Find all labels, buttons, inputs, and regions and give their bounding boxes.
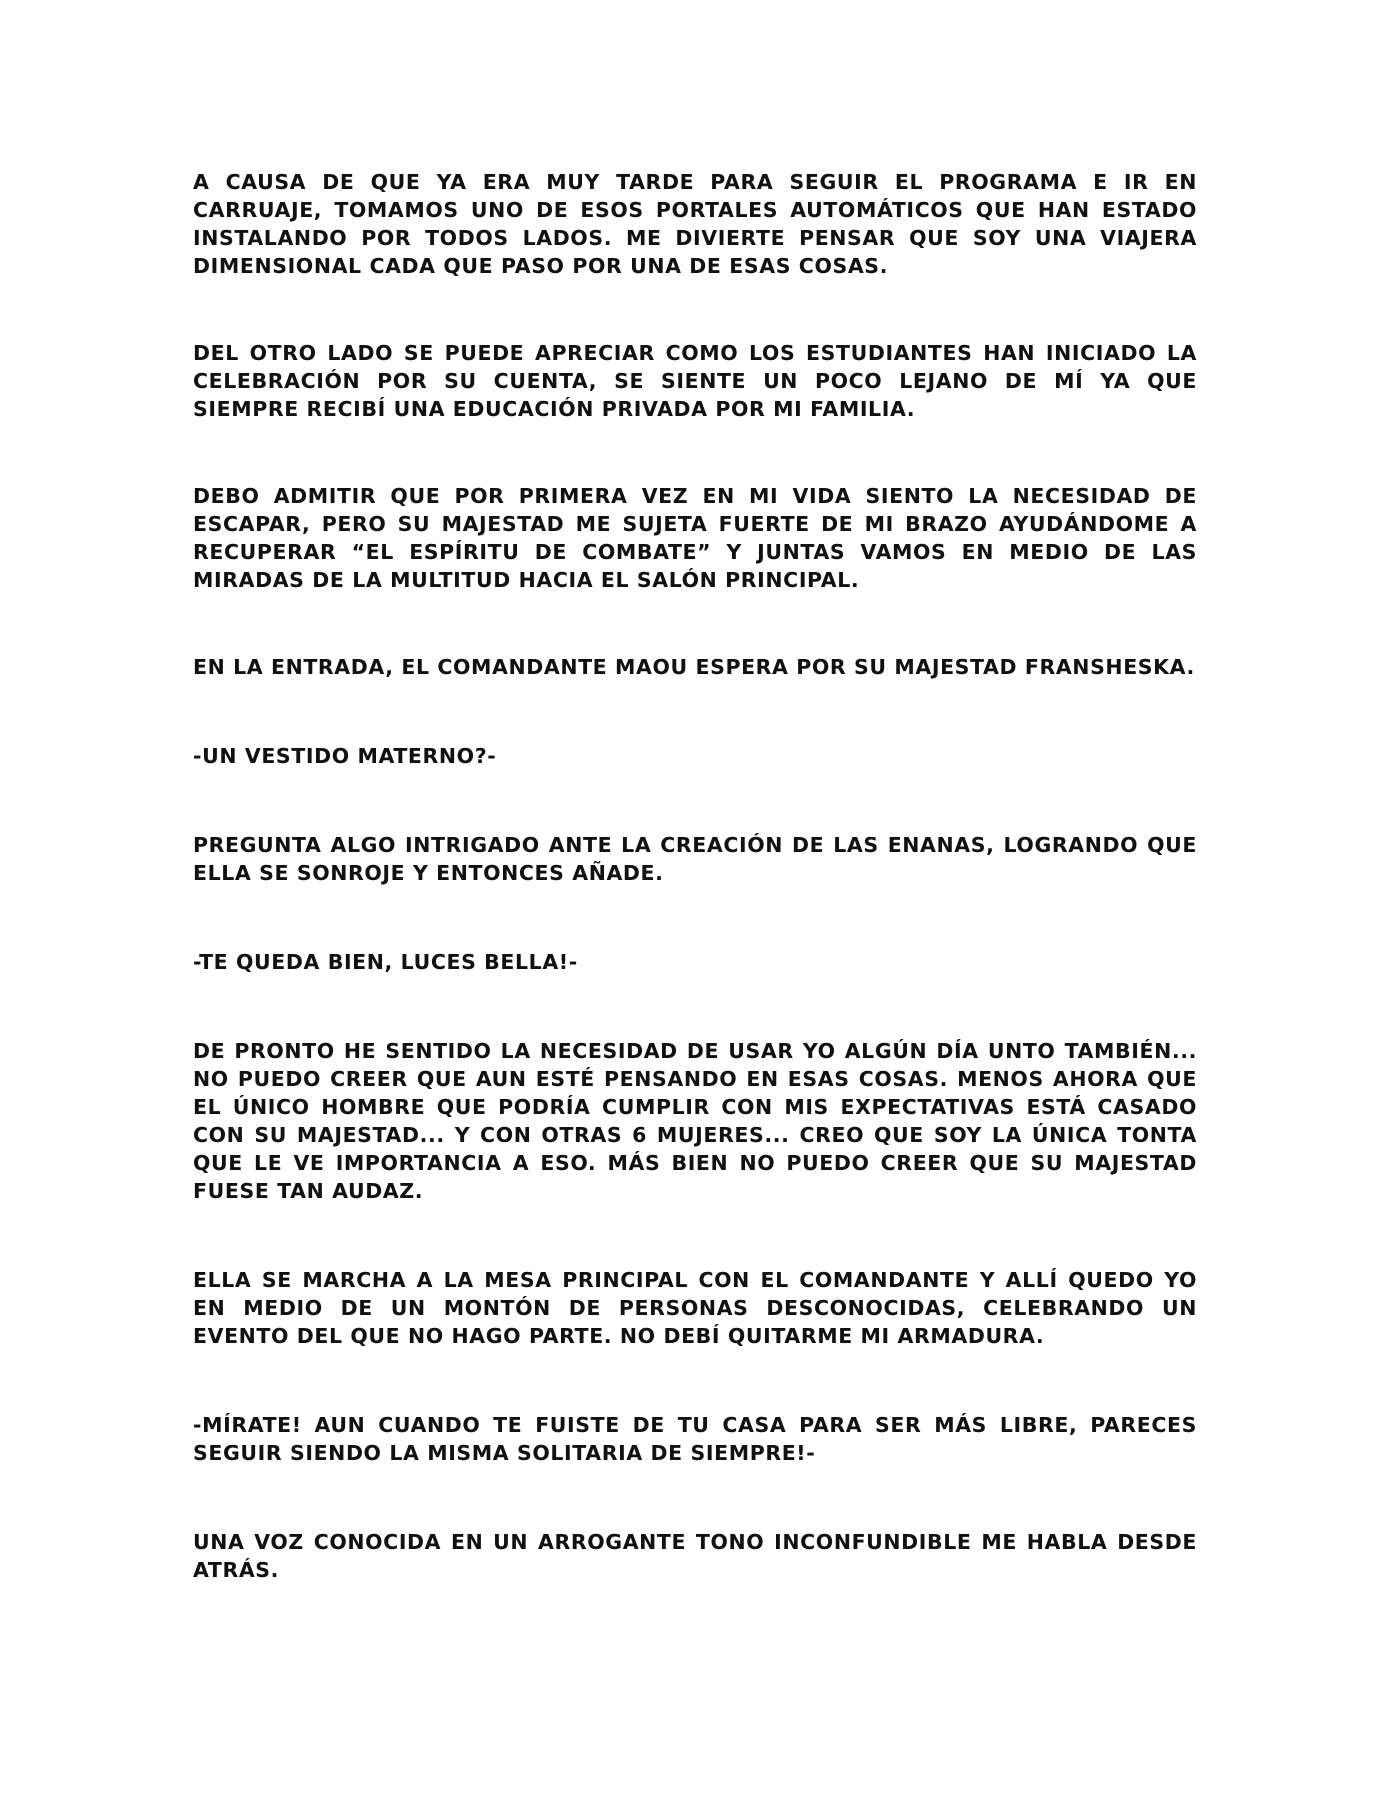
dialogue-maternal-dress: -UN VESTIDO MATERNO?- xyxy=(193,744,497,768)
paragraph-students-celebration: DEL OTRO LADO SE PUEDE APRECIAR COMO LOS ESTUDIANTES HAN INICIADO LA CELEBRACIÓN POR SU CUENTA, SE SIENTE UN POCO LEJANO DE MÍ YA QUE SIEMPRE RECIBÍ UNA EDUCACIÓN PRIVADA POR MI FAMILIA. xyxy=(193,341,1197,421)
paragraph-commander-waits: EN LA ENTRADA, EL COMANDANTE MAOU ESPERA POR SU MAJESTAD FRANSHESKA. xyxy=(193,655,1195,679)
dialogue-look-at-you: -MÍRATE! AUN CUANDO TE FUISTE DE TU CASA PARA SER MÁS LIBRE, PARECES SEGUIR SIENDO LA MISMA SOLITARIA DE SIEMPRE!- xyxy=(193,1413,1197,1465)
paragraph-inner-thoughts: DE PRONTO HE SENTIDO LA NECESIDAD DE USAR YO ALGÚN DÍA UNTO TAMBIÉN... NO PUEDO CREER QUE AUN ESTÉ PENSANDO EN ESAS COSAS. MENOS AHORA QUE EL ÚNICO HOMBRE QUE PODRÍA CUMPLIR CON MIS EXPECTATIVAS ESTÁ CASADO CON SU MAJESTAD... Y CON OTRAS 6 MUJERES... CREO QUE SOY LA ÚNICA TONTA QUE LE VE IMPORTANCIA A ESO. MÁS BIEN NO PUEDO CREER QUE SU MAJESTAD FUESE TAN AUDAZ. xyxy=(193,1039,1197,1203)
dialogue-you-look-beautiful: -TE QUEDA BIEN, LUCES BELLA!- xyxy=(193,950,578,974)
paragraph-portal-travel: A CAUSA DE QUE YA ERA MUY TARDE PARA SEGUIR EL PROGRAMA E IR EN CARRUAJE, TOMAMOS UNO DE ESOS PORTALES AUTOMÁTICOS QUE HAN ESTADO INSTALANDO POR TODOS LADOS. ME DIVIERTE PENSAR QUE SOY UNA VIAJERA DIMENSIONAL CADA QUE PASO POR UNA DE ESAS COSAS. xyxy=(193,170,1197,278)
paragraph-known-voice: UNA VOZ CONOCIDA EN UN ARROGANTE TONO INCONFUNDIBLE ME HABLA DESDE ATRÁS. xyxy=(193,1530,1197,1582)
paragraph-intrigued-question: PREGUNTA ALGO INTRIGADO ANTE LA CREACIÓN DE LAS ENANAS, LOGRANDO QUE ELLA SE SONROJE Y ENTONCES AÑADE. xyxy=(193,833,1197,885)
paragraph-escape-feeling: DEBO ADMITIR QUE POR PRIMERA VEZ EN MI VIDA SIENTO LA NECESIDAD DE ESCAPAR, PERO SU MAJESTAD ME SUJETA FUERTE DE MI BRAZO AYUDÁNDOME A RECUPERAR “EL ESPÍRITU DE COMBATE” Y JUNTAS VAMOS EN MEDIO DE LAS MIRADAS DE LA MULTITUD HACIA EL SALÓN PRINCIPAL. xyxy=(193,484,1197,592)
text-body xyxy=(193,168,1197,1584)
paragraph-left-alone: ELLA SE MARCHA A LA MESA PRINCIPAL CON EL COMANDANTE Y ALLÍ QUEDO YO EN MEDIO DE UN MONTÓN DE PERSONAS DESCONOCIDAS, CELEBRANDO UN EVENTO DEL QUE NO HAGO PARTE. NO DEBÍ QUITARME MI ARMADURA. xyxy=(193,1268,1197,1348)
